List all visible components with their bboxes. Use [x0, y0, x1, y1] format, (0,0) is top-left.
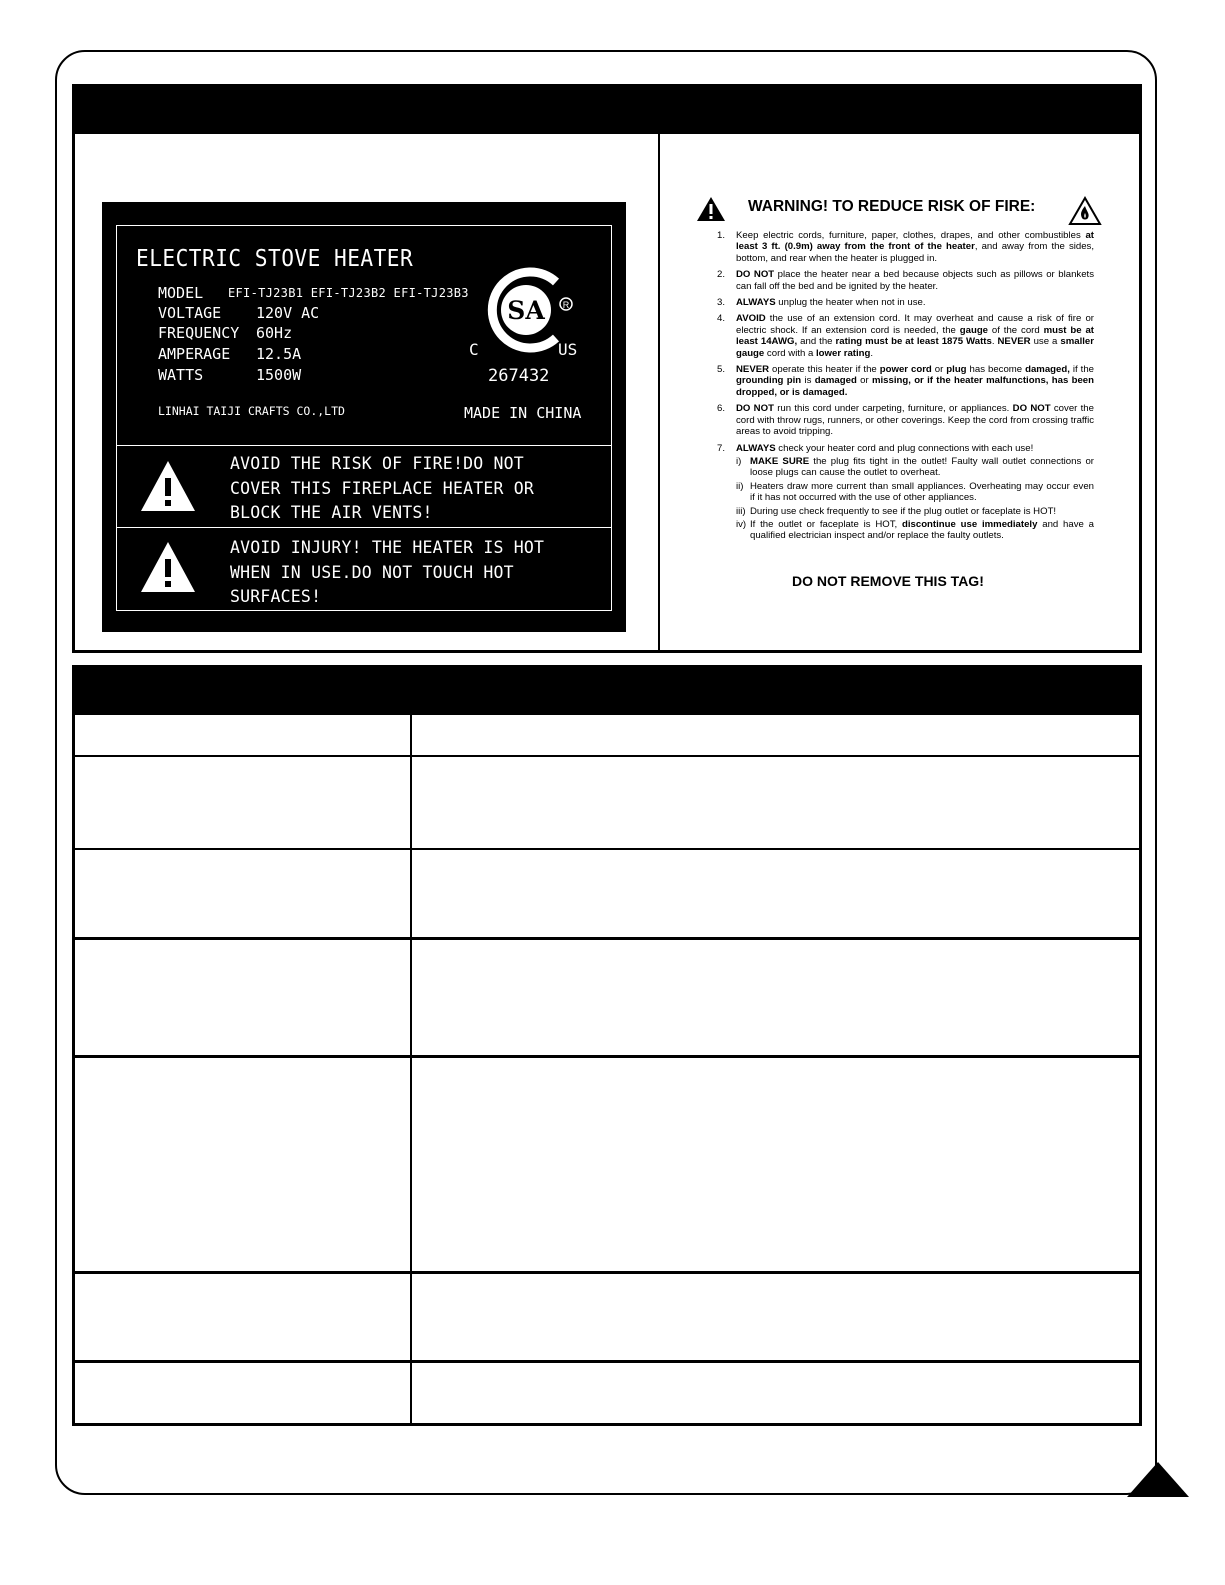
tag-footer: DO NOT REMOVE THIS TAG! — [792, 573, 984, 589]
tag-item-number: 3. — [717, 297, 726, 309]
tag-item-text: AVOID the use of an extension cord. It may overheat and cause a risk of fire or electric shock. If an extension cord is needed, the gauge of the cord must be at least 14AWG, and the rating must be at least 1875 Watts. NEVER use a smaller gauge cord with a lower rating. — [736, 313, 1094, 359]
tag-sub-item-text: Heaters draw more current than small appliances. Overheating may occur even if it has not occurred with the use of other appliances. — [750, 480, 1094, 504]
tag-item-text: NEVER operate this heater if the power cord or plug has become damaged, if the grounding pin is damaged or missing, or if the heater malfunctions, has been dropped, or is damaged. — [736, 364, 1094, 398]
tag-list-item — [696, 297, 1094, 308]
tag-sub-item-text: MAKE SURE the plug fits tight in the outlet! Faulty wall outlet connections or loose plugs can cause the outlet to overheat. — [750, 455, 1094, 479]
tag-item-number: 7. — [717, 442, 726, 454]
tag-item-text: DO NOT run this cord under carpeting, furniture, or appliances. DO NOT cover the cord with throw rugs, runners, or other coverings. Keep the cord from crossing traffic areas to avoid tripping. — [736, 403, 1094, 438]
csa-us-mark: US — [558, 340, 578, 359]
table-row-divider — [72, 1360, 1142, 1363]
section-header-bar-bottom — [72, 665, 1142, 715]
spec-row-voltage — [158, 304, 319, 322]
tag-list-item — [696, 230, 1094, 264]
table-row-divider — [72, 1271, 1142, 1274]
spec-row-amperage — [158, 345, 301, 363]
tag-item-text: ALWAYS unplug the heater when not in use. — [736, 297, 926, 309]
warning-triangle-icon — [138, 458, 198, 514]
spec-row-frequency — [158, 324, 292, 342]
tag-sub-item — [696, 506, 1094, 517]
label-title: ELECTRIC STOVE HEATER — [136, 246, 414, 272]
country-of-origin: MADE IN CHINA — [464, 404, 582, 422]
rating-label-divider — [116, 445, 612, 446]
cert-number: 267432 — [488, 366, 550, 386]
warning-triangle-icon — [696, 196, 726, 222]
section-header-bar-top — [72, 84, 1142, 134]
tag-sub-item-text: During use check frequently to see if the plug outlet or faceplate is HOT! — [750, 505, 1057, 517]
csa-c-mark: C — [469, 340, 479, 359]
panel-divider — [658, 134, 660, 653]
tag-item-text: DO NOT place the heater near a bed because objects such as pillows or blankets can fall off the bed and be ignited by the heater. — [736, 269, 1095, 292]
info-table — [72, 715, 1142, 1426]
tag-sub-item-number: iv) — [736, 518, 747, 530]
tag-sub-item-number: iii) — [736, 505, 746, 517]
tag-sub-item — [696, 519, 1094, 542]
table-row-divider — [72, 1055, 1142, 1058]
tag-item-number: 4. — [717, 313, 726, 325]
tag-item-number: 6. — [717, 403, 726, 415]
spec-key: WATTS — [158, 366, 204, 384]
tag-item-number: 5. — [717, 364, 726, 376]
tag-sub-item — [696, 481, 1094, 504]
tag-item-text: Keep electric cords, furniture, paper, clothes, drapes, and other combustibles at least 3 ft. (0.9m) away from the front of the heater, and away from the sides, bottom, and rear when the heater is plugged in. — [736, 230, 1095, 264]
spec-key: MODEL — [158, 284, 204, 302]
tag-item-number: 1. — [717, 230, 726, 241]
tag-heading: WARNING! TO REDUCE RISK OF FIRE: — [748, 198, 1036, 215]
table-row-divider — [72, 848, 1142, 850]
spec-value: 12.5A — [256, 345, 302, 363]
tag-list-item — [696, 364, 1094, 398]
spec-row-model — [158, 284, 469, 302]
tag-sub-item-number: ii) — [736, 480, 744, 492]
spec-key: VOLTAGE — [158, 304, 222, 322]
page-corner-triangle-icon — [1127, 1462, 1189, 1497]
svg-text:SA: SA — [507, 296, 545, 325]
tag-list-item — [696, 443, 1094, 454]
hot-surface-warning-text: AVOID INJURY! THE HEATER IS HOT WHEN IN USE.DO NOT TOUCH HOT SURFACES! — [230, 538, 545, 606]
warning-triangle-icon — [138, 539, 198, 595]
tag-sub-item-number: i) — [736, 455, 742, 467]
table-row-divider — [72, 755, 1142, 757]
tag-list-item — [696, 403, 1094, 437]
spec-key: AMPERAGE — [158, 345, 231, 363]
spec-key: FREQUENCY — [158, 324, 240, 342]
tag-item-text: ALWAYS check your heater cord and plug connections with each use! — [736, 442, 1034, 454]
rating-label-divider — [116, 527, 612, 528]
fire-warning-text: AVOID THE RISK OF FIRE!DO NOT COVER THIS FIREPLACE HEATER OR BLOCK THE AIR VENTS! — [230, 454, 535, 522]
svg-text:R: R — [562, 300, 570, 310]
spec-value: 1500W — [256, 366, 302, 384]
fire-hazard-icon — [1068, 196, 1102, 226]
rating-label — [102, 202, 626, 632]
spec-row-watts — [158, 366, 301, 384]
tag-list — [696, 230, 1094, 544]
tag-item-number: 2. — [717, 269, 726, 281]
tag-list-item — [696, 269, 1094, 292]
spec-value: 60Hz — [256, 324, 293, 342]
spec-value: 120V AC — [256, 304, 320, 322]
tag-list-item — [696, 313, 1094, 359]
table-column-divider — [410, 715, 412, 1426]
manufacturer: LINHAI TAIJI CRAFTS CO.,LTD — [158, 404, 345, 418]
tag-sub-item-text: If the outlet or faceplate is HOT, discontinue use immediately and have a qualified electrician inspect and/or replace the faulty outlets. — [750, 518, 1094, 542]
table-row-divider — [72, 937, 1142, 940]
tag-sub-item — [696, 456, 1094, 479]
spec-value: EFI-TJ23B1 EFI-TJ23B2 EFI-TJ23B3 — [228, 286, 469, 300]
